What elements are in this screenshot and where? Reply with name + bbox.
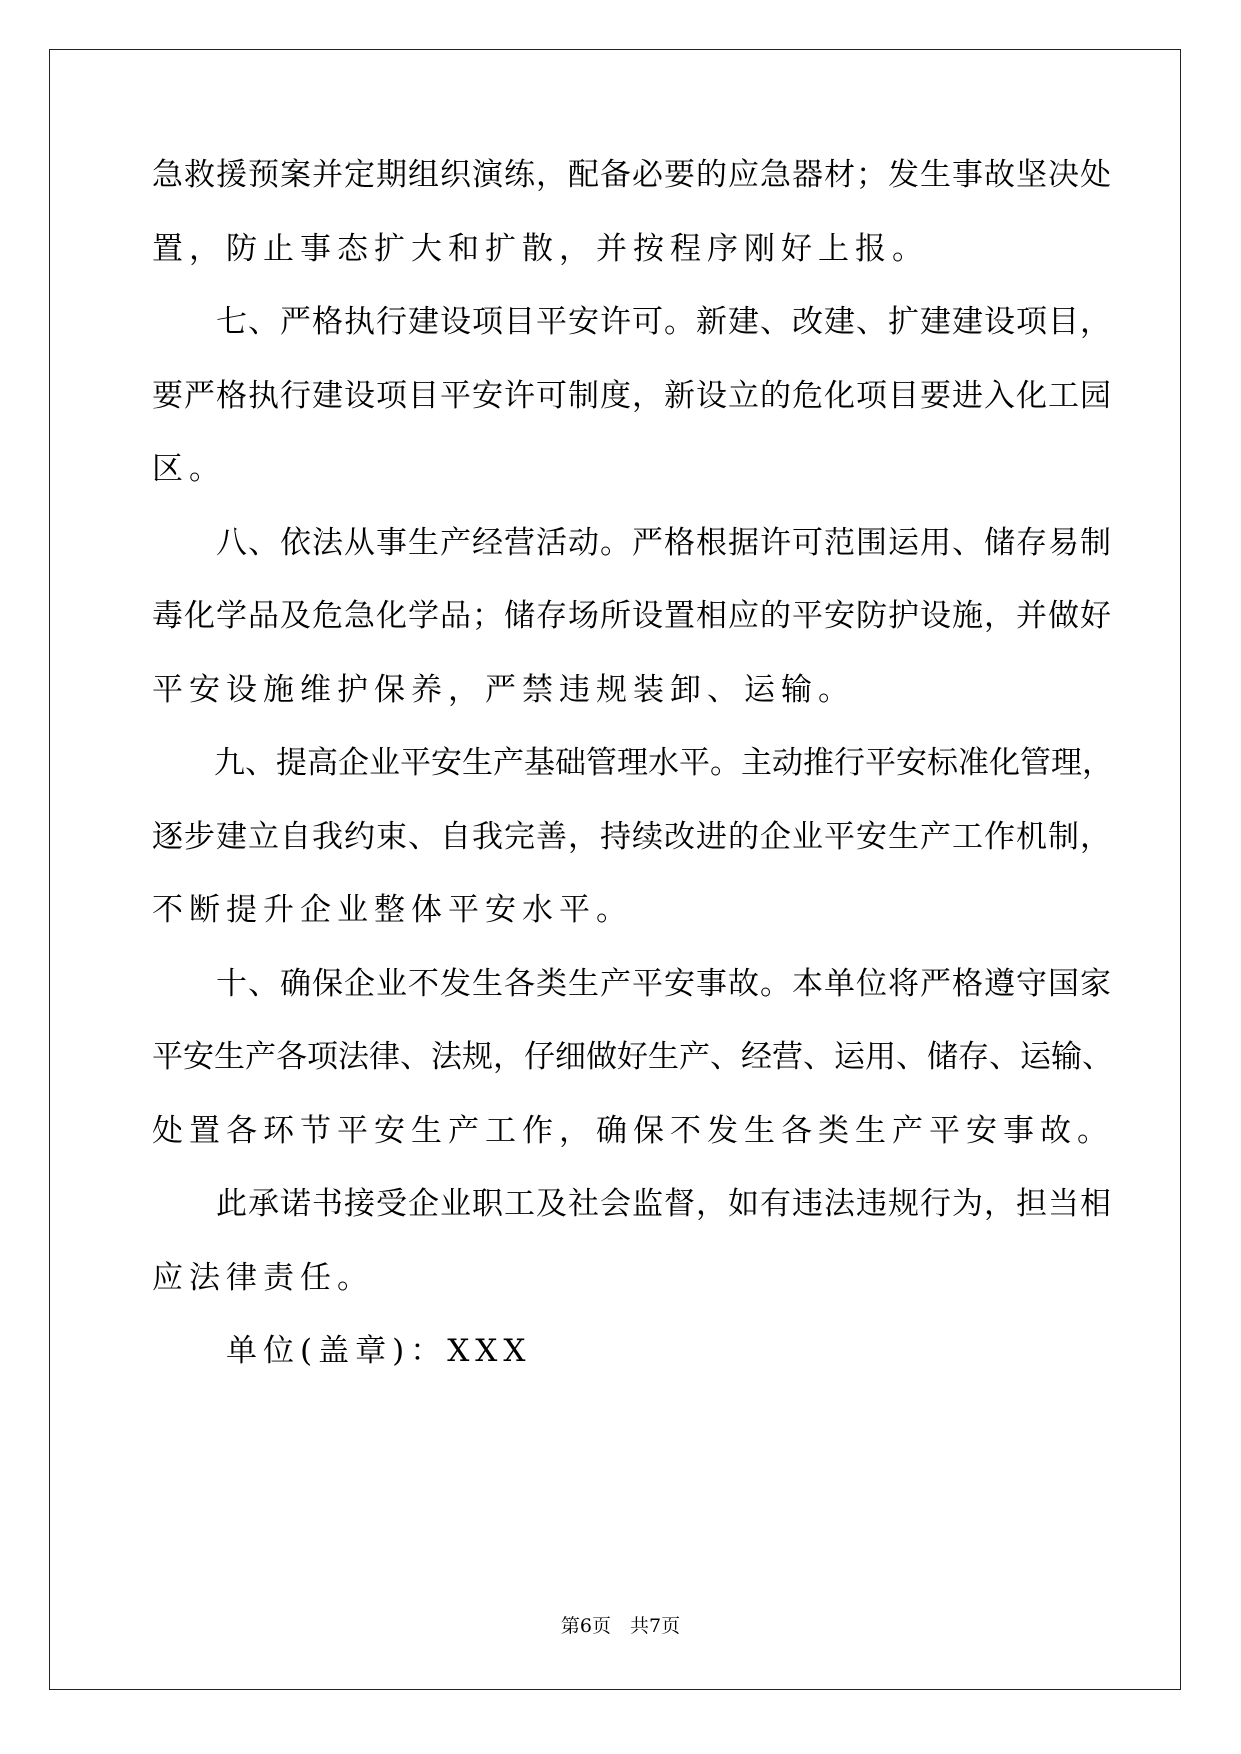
text-line: 此承诺书接受企业职工及社会监督，如有违法违规行为，担当相	[152, 1186, 1112, 1222]
text-line: 逐步建立自我约束、自我完善，持续改进的企业平安生产工作机制，	[152, 819, 1112, 855]
text-line: 区。	[152, 451, 226, 487]
text-line: 要严格执行建设项目平安许可制度，新设立的危化项目要进入化工园	[152, 378, 1112, 414]
text-line: 九、提高企业平安生产基础管理水平。主动推行平安标准化管理，	[152, 745, 1113, 781]
signature-line: 单位(盖章)：XXX	[152, 1333, 532, 1369]
text-line: 十、确保企业不发生各类生产平安事故。本单位将严格遵守国家	[152, 966, 1112, 1002]
text-line: 平安设施维护保养，严禁违规装卸、运输。	[152, 672, 855, 708]
text-line: 平安生产各项法律、法规，仔细做好生产、经营、运用、储存、运输、	[152, 1039, 1113, 1075]
text-line: 处置各环节平安生产工作，确保不发生各类生产平安事故。	[152, 1113, 1114, 1149]
text-line: 置，防止事态扩大和扩散，并按程序刚好上报。	[152, 231, 929, 267]
text-line: 七、严格执行建设项目平安许可。新建、改建、扩建建设项目，	[152, 304, 1112, 340]
text-line: 不断提升企业整体平安水平。	[152, 892, 633, 928]
text-line: 毒化学品及危急化学品；储存场所设置相应的平安防护设施，并做好	[152, 598, 1112, 634]
page-border	[49, 49, 1181, 1690]
text-line: 八、依法从事生产经营活动。严格根据许可范围运用、储存易制	[152, 525, 1112, 561]
text-line: 应法律责任。	[152, 1260, 374, 1296]
page-number: 第6页 共7页	[560, 1615, 681, 1637]
text-line: 急救援预案并定期组织演练，配备必要的应急器材；发生事故坚决处	[152, 157, 1112, 193]
